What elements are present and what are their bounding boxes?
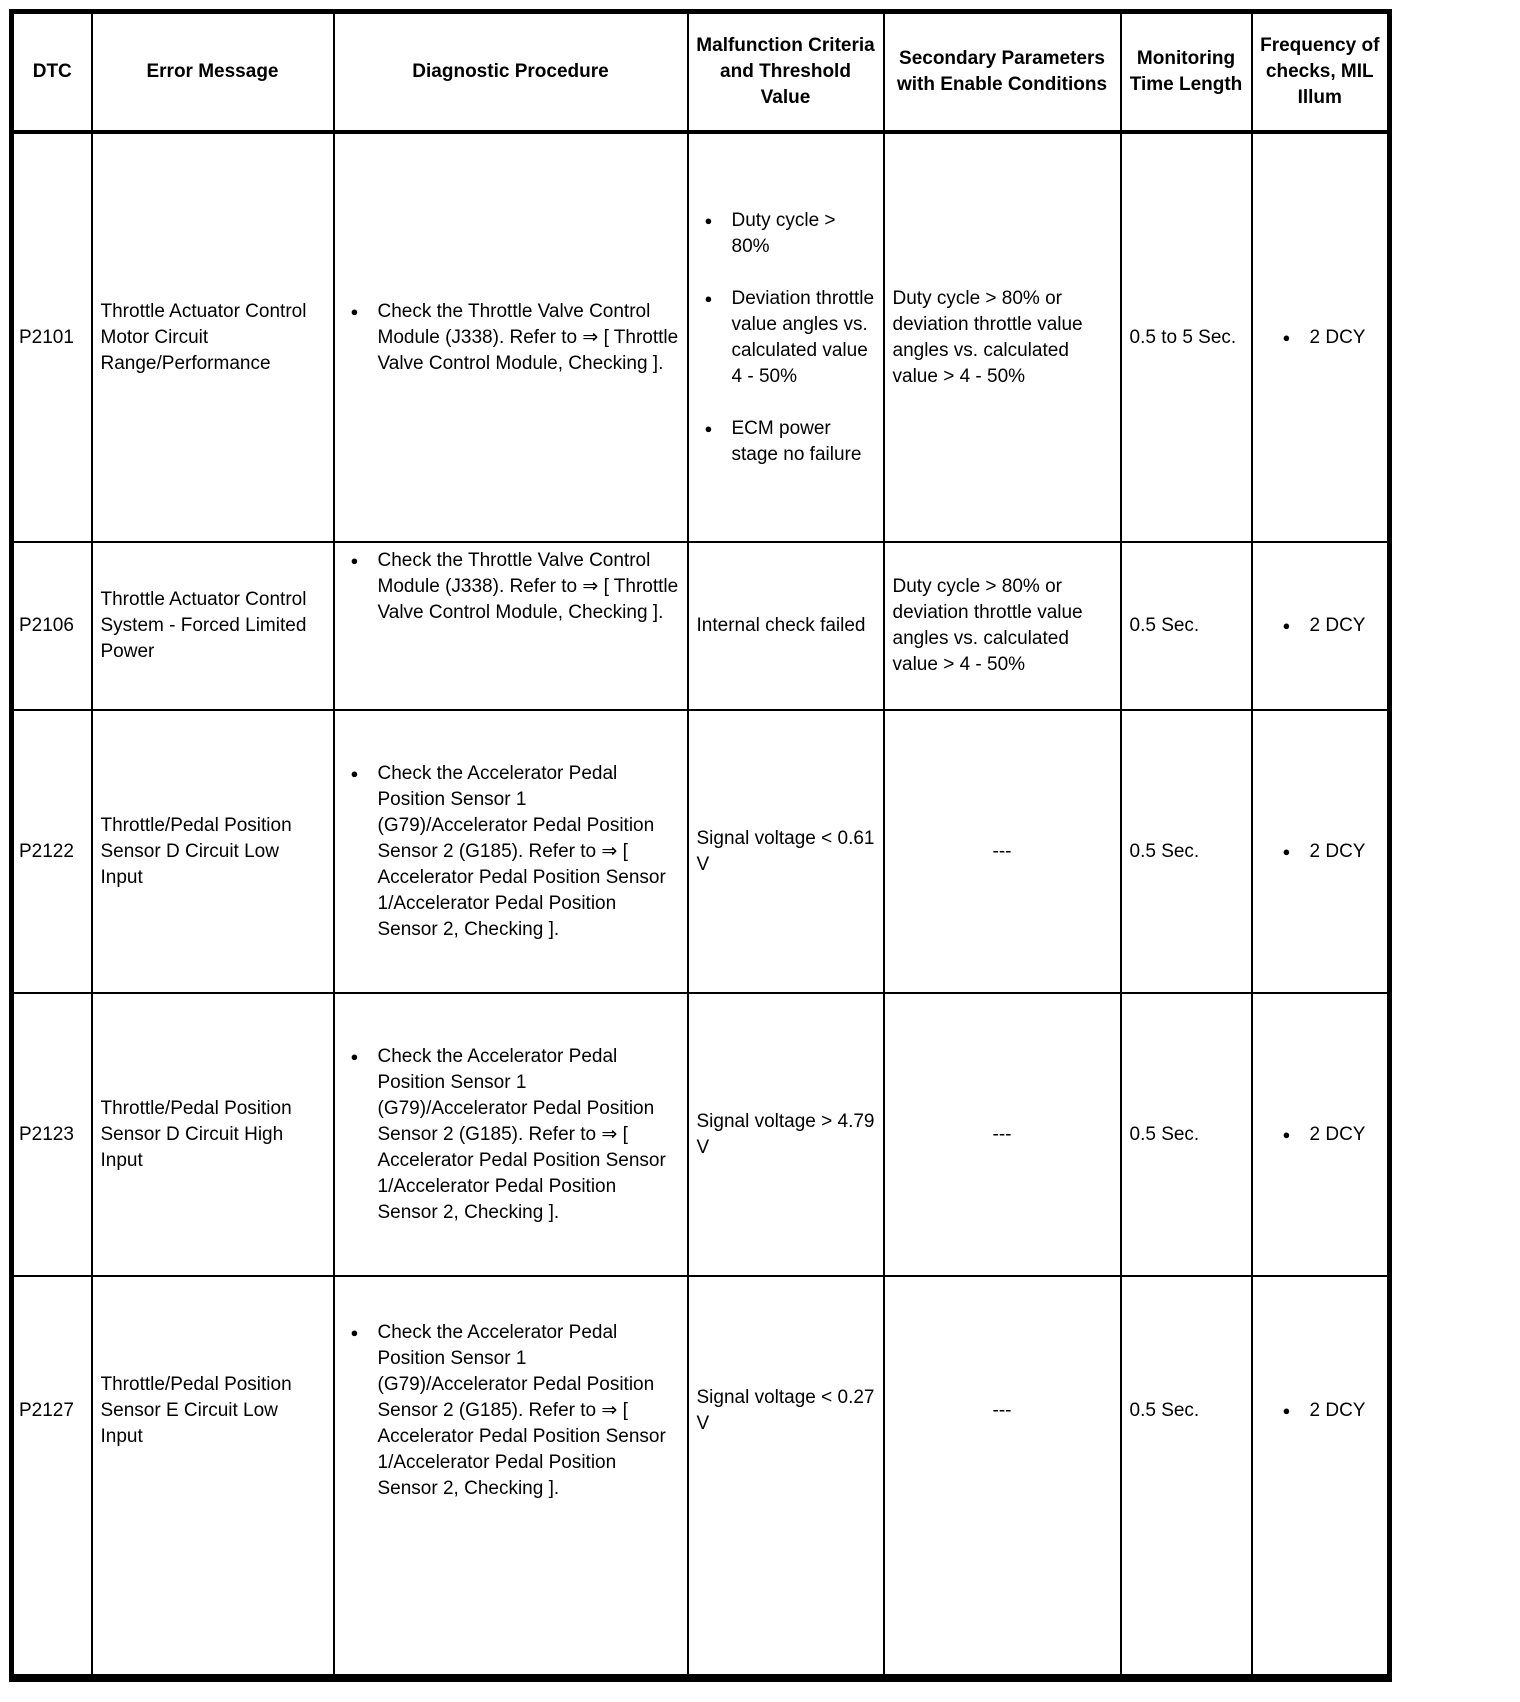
diagnostic-procedure-cell [334, 132, 688, 542]
diagnostic-procedure-cell [334, 710, 688, 993]
header-malfunction-criteria: Malfunction Criteria and Threshold Value [688, 12, 884, 133]
error-message-cell: Throttle Actuator Control System - Forced Limited Power [92, 542, 334, 710]
bullet-icon [1283, 1122, 1310, 1148]
error-message-cell: Throttle/Pedal Position Sensor E Circuit Low Input [92, 1276, 334, 1678]
malfunction-text: ECM power stage no failure [731, 417, 862, 465]
bullet-icon [705, 286, 732, 312]
dtc-cell: P2106 [12, 542, 92, 710]
monitoring-time-cell: 0.5 Sec. [1121, 542, 1252, 710]
header-secondary-parameters: Secondary Parameters with Enable Conditions [884, 12, 1121, 133]
diagnostic-bullet-item [351, 299, 679, 377]
header-monitoring-time: Monitoring Time Length [1121, 12, 1252, 133]
secondary-parameters-cell: Duty cycle > 80% or deviation throttle value angles vs. calculated value > 4 - 50% [884, 542, 1121, 710]
dtc-cell: P2127 [12, 1276, 92, 1678]
malfunction-bullet-item [705, 416, 877, 468]
frequency-text: 2 DCY [1309, 840, 1366, 862]
frequency-text: 2 DCY [1309, 1400, 1366, 1421]
bullet-icon [351, 548, 378, 574]
malfunction-bullet-item [705, 208, 877, 260]
frequency-cell [1252, 132, 1390, 542]
malfunction-bullet-item [705, 286, 877, 390]
frequency-bullet-item [1283, 1122, 1384, 1148]
diagnostic-text: Check the Throttle Valve Control Module (J338). Refer to ⇒ [ Throttle Valve Control Module, Checking ]. [377, 300, 679, 374]
header-row [12, 12, 1390, 133]
frequency-cell [1252, 710, 1390, 993]
diagnostic-bullet-item [351, 548, 679, 626]
bullet-icon [1283, 839, 1310, 865]
table-row-p2123 [12, 993, 1390, 1276]
frequency-cell [1252, 993, 1390, 1276]
diagnostic-procedure-cell [334, 993, 688, 1276]
table-row-p2101 [12, 132, 1390, 542]
error-message-cell: Throttle/Pedal Position Sensor D Circuit Low Input [92, 710, 334, 993]
bullet-icon [1283, 1398, 1310, 1424]
malfunction-text: Deviation throttle value angles vs. calculated value 4 - 50% [731, 287, 875, 387]
dtc-table [9, 9, 1392, 1682]
bullet-icon [1283, 325, 1310, 351]
frequency-bullet-item [1283, 1398, 1384, 1424]
malfunction-criteria-cell: Signal voltage < 0.61 V [688, 710, 884, 993]
error-message-cell: Throttle Actuator Control Motor Circuit Range/Performance [92, 132, 334, 542]
monitoring-time-cell: 0.5 Sec. [1121, 993, 1252, 1276]
malfunction-criteria-cell: Internal check failed [688, 542, 884, 710]
diagnostic-text: Check the Throttle Valve Control Module (J338). Refer to ⇒ [ Throttle Valve Control Module, Checking ]. [377, 550, 679, 623]
diagnostic-procedure-cell [334, 1276, 688, 1678]
secondary-parameters-cell: --- [884, 710, 1121, 993]
table-row-p2122 [12, 710, 1390, 993]
table-row-p2127 [12, 1276, 1390, 1678]
bullet-icon [351, 761, 378, 787]
bullet-icon [705, 416, 732, 442]
diagnostic-bullet-item [351, 1320, 679, 1502]
diagnostic-procedure-cell [334, 542, 688, 710]
frequency-bullet-item [1283, 839, 1384, 865]
frequency-text: 2 DCY [1309, 326, 1366, 348]
frequency-bullet-item [1283, 613, 1384, 639]
secondary-parameters-cell: --- [884, 993, 1121, 1276]
diagnostic-bullet-item [351, 761, 679, 943]
header-frequency: Frequency of checks, MIL Illum [1252, 12, 1390, 133]
bullet-icon [705, 208, 732, 234]
frequency-cell [1252, 542, 1390, 710]
frequency-text: 2 DCY [1309, 615, 1366, 636]
monitoring-time-cell: 0.5 to 5 Sec. [1121, 132, 1252, 542]
error-message-cell: Throttle/Pedal Position Sensor D Circuit High Input [92, 993, 334, 1276]
bullet-icon [351, 1320, 378, 1346]
frequency-cell [1252, 1276, 1390, 1678]
dtc-cell: P2123 [12, 993, 92, 1276]
diagnostic-text: Check the Accelerator Pedal Position Sensor 1 (G79)/Accelerator Pedal Position Sensor 2 (G185). Refer to ⇒ [ Accelerator Pedal Position Sensor 1/Accelerator Pedal Position Sensor 2, Checking ]. [377, 762, 666, 940]
header-error-message: Error Message [92, 12, 334, 133]
frequency-text: 2 DCY [1309, 1123, 1366, 1145]
secondary-parameters-cell: --- [884, 1276, 1121, 1678]
malfunction-criteria-cell: Signal voltage < 0.27 V [688, 1276, 884, 1678]
malfunction-criteria-cell [688, 132, 884, 542]
bullet-icon [351, 299, 378, 325]
dtc-cell: P2122 [12, 710, 92, 993]
dtc-cell: P2101 [12, 132, 92, 542]
header-dtc: DTC [12, 12, 92, 133]
table-row-p2106 [12, 542, 1390, 710]
bullet-icon [1283, 613, 1310, 639]
diagnostic-bullet-item [351, 1044, 679, 1226]
bullet-icon [351, 1044, 378, 1070]
diagnostic-text: Check the Accelerator Pedal Position Sensor 1 (G79)/Accelerator Pedal Position Sensor 2 (G185). Refer to ⇒ [ Accelerator Pedal Position Sensor 1/Accelerator Pedal Position Sensor 2, Checking ]. [377, 1322, 666, 1499]
monitoring-time-cell: 0.5 Sec. [1121, 710, 1252, 993]
header-diagnostic-procedure: Diagnostic Procedure [334, 12, 688, 133]
monitoring-time-cell: 0.5 Sec. [1121, 1276, 1252, 1678]
malfunction-criteria-cell: Signal voltage > 4.79 V [688, 993, 884, 1276]
frequency-bullet-item [1283, 325, 1384, 351]
secondary-parameters-cell: Duty cycle > 80% or deviation throttle value angles vs. calculated value > 4 - 50% [884, 132, 1121, 542]
malfunction-text: Duty cycle > 80% [731, 209, 836, 257]
diagnostic-text: Check the Accelerator Pedal Position Sensor 1 (G79)/Accelerator Pedal Position Sensor 2 (G185). Refer to ⇒ [ Accelerator Pedal Position Sensor 1/Accelerator Pedal Position Sensor 2, Checking ]. [377, 1045, 666, 1223]
